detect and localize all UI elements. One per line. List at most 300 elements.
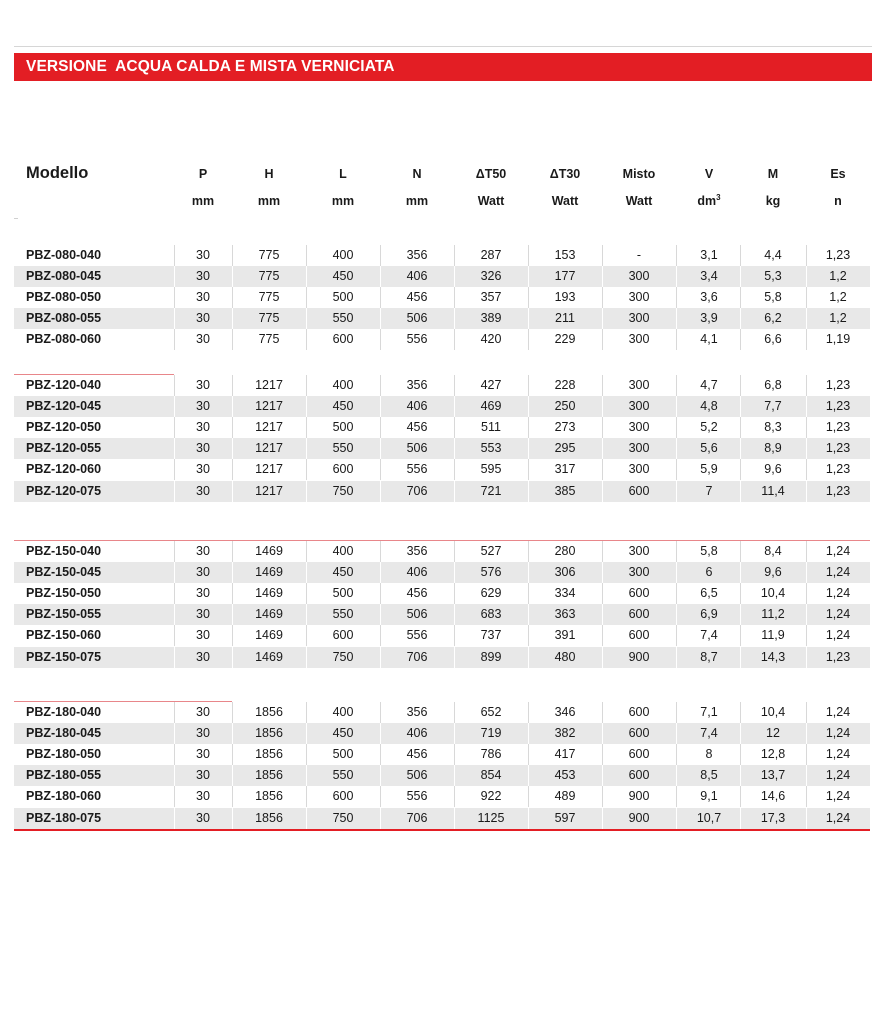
value-cell: 1469 <box>255 565 283 580</box>
column-separator <box>454 786 455 807</box>
value-cell: 356 <box>406 248 428 262</box>
value-cell: 1,2 <box>829 311 847 326</box>
header-model: Modello <box>26 164 89 182</box>
value-cell: 553 <box>480 441 502 456</box>
column-separator <box>380 647 381 668</box>
value-cell: 30 <box>196 607 210 622</box>
value-cell: 652 <box>480 705 502 719</box>
value-cell: 273 <box>554 420 576 435</box>
table-row <box>14 723 870 744</box>
value-cell: 469 <box>480 399 502 414</box>
value-cell: 228 <box>554 378 576 392</box>
value-cell: 1856 <box>255 789 283 804</box>
value-cell: 450 <box>332 269 354 284</box>
table-row <box>14 375 870 396</box>
value-cell: 1,24 <box>825 747 851 762</box>
column-separator <box>380 541 381 562</box>
value-cell: 556 <box>406 462 428 477</box>
column-separator <box>528 459 529 480</box>
value-cell: 600 <box>332 789 354 804</box>
value-cell: 550 <box>332 768 354 783</box>
value-cell: 721 <box>480 483 502 498</box>
value-cell: 4,8 <box>700 399 718 414</box>
column-separator <box>380 459 381 480</box>
value-cell: 30 <box>196 441 210 456</box>
value-cell: 556 <box>406 332 428 347</box>
column-separator <box>528 786 529 807</box>
value-cell: 1,23 <box>825 649 851 664</box>
value-cell: 300 <box>628 378 650 392</box>
column-separator <box>528 266 529 287</box>
value-cell: 300 <box>628 462 650 477</box>
value-cell: 450 <box>332 399 354 414</box>
header-unit-text: dm <box>697 194 717 208</box>
value-cell: 5,3 <box>764 269 782 284</box>
column-separator <box>306 625 307 646</box>
model-cell: PBZ-180-040 <box>26 705 102 719</box>
value-cell: 550 <box>332 311 354 326</box>
value-cell: 683 <box>480 607 502 622</box>
column-separator <box>380 287 381 308</box>
header-col-8-name: M <box>767 167 779 181</box>
value-cell: 1,24 <box>825 768 851 783</box>
value-cell: 280 <box>554 544 576 558</box>
column-separator <box>454 647 455 668</box>
value-cell: 1469 <box>255 544 283 558</box>
header-col-7-name: V <box>704 167 714 181</box>
value-cell: 389 <box>480 311 502 326</box>
column-separator <box>602 765 603 786</box>
model-cell: PBZ-120-045 <box>26 399 102 414</box>
value-cell: 7,1 <box>700 705 718 719</box>
value-cell: 317 <box>554 462 576 477</box>
value-cell: 30 <box>196 378 210 392</box>
value-cell: 775 <box>258 290 280 305</box>
header-col-7-unit <box>679 194 739 208</box>
value-cell: 300 <box>628 544 650 558</box>
value-cell: 1,24 <box>825 565 851 580</box>
header-col-2-unit <box>313 194 373 208</box>
column-separator <box>454 808 455 829</box>
value-cell: 406 <box>406 565 428 580</box>
value-cell: 500 <box>332 586 354 601</box>
value-cell: 1,2 <box>829 269 847 284</box>
value-cell: 326 <box>480 269 502 284</box>
value-cell: 1,23 <box>825 378 851 392</box>
column-separator <box>380 329 381 350</box>
column-separator <box>602 723 603 744</box>
value-cell: 8,9 <box>764 441 782 456</box>
table-row <box>14 744 870 765</box>
column-separator <box>454 396 455 417</box>
value-cell: 5,9 <box>700 462 718 477</box>
column-separator <box>528 417 529 438</box>
column-separator <box>380 308 381 329</box>
value-cell: 450 <box>332 565 354 580</box>
value-cell: 1,23 <box>825 248 851 262</box>
table-bottom-rule <box>14 829 870 831</box>
model-cell: PBZ-150-040 <box>26 544 102 558</box>
model-cell: PBZ-150-045 <box>26 565 102 580</box>
column-separator <box>454 604 455 625</box>
value-cell: 1,24 <box>825 810 851 825</box>
model-cell: PBZ-080-050 <box>26 290 102 305</box>
value-cell: 900 <box>628 789 650 804</box>
value-cell: 153 <box>554 248 576 262</box>
column-separator <box>528 375 529 396</box>
column-separator <box>306 266 307 287</box>
value-cell: 775 <box>258 248 280 262</box>
table-row <box>14 562 870 583</box>
header-col-5-name: ΔT30 <box>549 167 581 181</box>
value-cell: 211 <box>555 311 575 326</box>
value-cell: 1,23 <box>825 399 851 414</box>
column-separator <box>528 245 529 266</box>
header-unit-text: Watt <box>551 194 579 208</box>
value-cell: 737 <box>480 628 502 643</box>
value-cell: 900 <box>628 810 650 825</box>
value-cell: 600 <box>628 726 650 741</box>
column-separator <box>454 266 455 287</box>
value-cell: 250 <box>554 399 576 414</box>
column-separator <box>454 562 455 583</box>
value-cell: 500 <box>332 747 354 762</box>
value-cell: 8,3 <box>764 420 782 435</box>
header-unit-text: Watt <box>477 194 505 208</box>
column-separator <box>454 438 455 459</box>
model-cell: PBZ-120-055 <box>26 441 102 456</box>
header-divider-mark <box>14 218 18 219</box>
header-col-5-unit <box>535 194 595 208</box>
value-cell: 706 <box>406 483 428 498</box>
column-separator <box>528 765 529 786</box>
value-cell: 600 <box>332 332 354 347</box>
value-cell: 300 <box>628 332 650 347</box>
column-separator <box>602 562 603 583</box>
column-separator <box>528 287 529 308</box>
value-cell: 1,24 <box>825 586 851 601</box>
column-separator <box>602 744 603 765</box>
value-cell: 400 <box>332 705 354 719</box>
value-cell: 1,23 <box>825 420 851 435</box>
column-separator <box>306 808 307 829</box>
model-cell: PBZ-180-050 <box>26 747 102 762</box>
value-cell: 6 <box>705 565 713 580</box>
column-separator <box>380 375 381 396</box>
value-cell: 30 <box>196 483 210 498</box>
column-separator <box>380 744 381 765</box>
value-cell: 1,24 <box>825 544 851 558</box>
model-cell: PBZ-080-045 <box>26 269 102 284</box>
value-cell: 30 <box>196 332 210 347</box>
column-separator <box>602 287 603 308</box>
column-separator <box>380 417 381 438</box>
value-cell: 1217 <box>255 399 283 414</box>
column-separator <box>454 744 455 765</box>
value-cell: 11,2 <box>761 607 785 622</box>
value-cell: 417 <box>554 747 576 762</box>
value-cell: 1217 <box>255 483 283 498</box>
value-cell: 346 <box>554 705 576 719</box>
value-cell: - <box>636 248 642 262</box>
value-cell: 8,4 <box>764 544 782 558</box>
column-separator <box>380 625 381 646</box>
header-unit-text: mm <box>331 194 355 208</box>
column-separator <box>306 375 307 396</box>
table-row <box>14 702 870 723</box>
value-cell: 30 <box>196 399 210 414</box>
value-cell: 30 <box>196 628 210 643</box>
column-separator <box>306 562 307 583</box>
value-cell: 385 <box>554 483 576 498</box>
column-separator <box>380 604 381 625</box>
value-cell: 506 <box>406 768 428 783</box>
model-cell: PBZ-180-045 <box>26 726 102 741</box>
value-cell: 719 <box>480 726 502 741</box>
value-cell: 300 <box>628 311 650 326</box>
table-row <box>14 308 870 329</box>
table-row <box>14 583 870 604</box>
column-separator <box>454 625 455 646</box>
header-unit-text: Watt <box>625 194 653 208</box>
value-cell: 480 <box>554 649 576 664</box>
model-cell: PBZ-150-060 <box>26 628 102 643</box>
value-cell: 12 <box>766 726 780 741</box>
column-separator <box>306 481 307 502</box>
value-cell: 556 <box>406 789 428 804</box>
value-cell: 30 <box>196 768 210 783</box>
value-cell: 600 <box>332 462 354 477</box>
value-cell: 600 <box>628 747 650 762</box>
value-cell: 600 <box>332 628 354 643</box>
table-row <box>14 396 870 417</box>
value-cell: 7,4 <box>700 726 718 741</box>
value-cell: 427 <box>480 378 502 392</box>
value-cell: 420 <box>480 332 502 347</box>
header-col-1-name: H <box>264 167 274 181</box>
column-separator <box>306 245 307 266</box>
column-separator <box>454 723 455 744</box>
value-cell: 30 <box>196 311 210 326</box>
column-separator <box>454 481 455 502</box>
value-cell: 30 <box>196 269 210 284</box>
value-cell: 3,1 <box>700 248 718 262</box>
column-separator <box>306 308 307 329</box>
value-cell: 1856 <box>255 768 283 783</box>
value-cell: 11,4 <box>761 483 785 498</box>
column-separator <box>380 562 381 583</box>
value-cell: 12,8 <box>760 747 786 762</box>
table-row <box>14 541 870 562</box>
column-separator <box>380 808 381 829</box>
value-cell: 3,6 <box>700 290 718 305</box>
value-cell: 506 <box>406 311 428 326</box>
value-cell: 5,8 <box>700 544 718 558</box>
value-cell: 8,5 <box>700 768 718 783</box>
column-separator <box>528 541 529 562</box>
value-cell: 750 <box>332 810 354 825</box>
model-cell: PBZ-080-040 <box>26 248 102 262</box>
header-col-6-name: Misto <box>622 167 656 181</box>
model-cell: PBZ-150-075 <box>26 649 102 664</box>
column-separator <box>380 765 381 786</box>
value-cell: 750 <box>332 483 354 498</box>
value-cell: 456 <box>406 586 428 601</box>
column-separator <box>602 308 603 329</box>
value-cell: 30 <box>196 420 210 435</box>
table-row <box>14 647 870 668</box>
value-cell: 550 <box>332 607 354 622</box>
value-cell: 489 <box>554 789 576 804</box>
column-separator <box>380 266 381 287</box>
column-separator <box>454 375 455 396</box>
model-cell: PBZ-120-040 <box>26 378 102 392</box>
value-cell: 1469 <box>255 586 283 601</box>
column-separator <box>454 329 455 350</box>
column-separator <box>306 287 307 308</box>
column-separator <box>528 604 529 625</box>
value-cell: 899 <box>480 649 502 664</box>
value-cell: 8 <box>705 747 713 762</box>
value-cell: 14,6 <box>760 789 786 804</box>
column-separator <box>602 459 603 480</box>
value-cell: 391 <box>554 628 576 643</box>
header-col-9-name: Es <box>830 167 846 181</box>
column-separator <box>306 417 307 438</box>
value-cell: 8,7 <box>700 649 718 664</box>
value-cell: 511 <box>481 420 501 435</box>
value-cell: 456 <box>406 290 428 305</box>
value-cell: 306 <box>554 565 576 580</box>
value-cell: 30 <box>196 544 210 558</box>
value-cell: 600 <box>628 607 650 622</box>
value-cell: 30 <box>196 586 210 601</box>
value-cell: 786 <box>480 747 502 762</box>
value-cell: 229 <box>554 332 576 347</box>
value-cell: 6,6 <box>764 332 782 347</box>
header-unit-text: n <box>834 194 842 208</box>
value-cell: 500 <box>332 420 354 435</box>
value-cell: 1,19 <box>825 332 851 347</box>
header-col-1-unit <box>239 194 299 208</box>
header-col-8-unit <box>743 194 803 208</box>
value-cell: 900 <box>628 649 650 664</box>
value-cell: 177 <box>554 269 576 284</box>
column-separator <box>380 396 381 417</box>
value-cell: 1856 <box>255 705 283 719</box>
value-cell: 597 <box>554 810 576 825</box>
column-separator <box>602 625 603 646</box>
table-row <box>14 625 870 646</box>
value-cell: 14,3 <box>760 649 786 664</box>
column-separator <box>528 562 529 583</box>
column-separator <box>454 245 455 266</box>
value-cell: 600 <box>628 586 650 601</box>
value-cell: 1,23 <box>825 483 851 498</box>
value-cell: 750 <box>332 649 354 664</box>
value-cell: 7,4 <box>700 628 718 643</box>
column-separator <box>306 396 307 417</box>
model-cell: PBZ-120-060 <box>26 462 102 477</box>
value-cell: 30 <box>196 810 210 825</box>
value-cell: 6,2 <box>764 311 782 326</box>
value-cell: 4,7 <box>700 378 718 392</box>
value-cell: 10,7 <box>696 810 722 825</box>
model-cell: PBZ-080-060 <box>26 332 102 347</box>
column-separator <box>306 647 307 668</box>
value-cell: 193 <box>554 290 576 305</box>
value-cell: 1469 <box>255 649 283 664</box>
value-cell: 775 <box>258 332 280 347</box>
value-cell: 595 <box>480 462 502 477</box>
column-separator <box>306 723 307 744</box>
value-cell: 30 <box>196 290 210 305</box>
table-row <box>14 417 870 438</box>
value-cell: 382 <box>554 726 576 741</box>
value-cell: 30 <box>196 747 210 762</box>
value-cell: 1856 <box>255 810 283 825</box>
column-separator <box>380 481 381 502</box>
value-cell: 30 <box>196 789 210 804</box>
value-cell: 7 <box>705 483 713 498</box>
table-row <box>14 459 870 480</box>
value-cell: 5,2 <box>700 420 718 435</box>
value-cell: 6,9 <box>700 607 718 622</box>
value-cell: 356 <box>406 705 428 719</box>
column-separator <box>454 541 455 562</box>
value-cell: 450 <box>332 726 354 741</box>
header-unit-text: mm <box>257 194 281 208</box>
column-separator <box>602 245 603 266</box>
value-cell: 706 <box>406 810 428 825</box>
value-cell: 1469 <box>255 628 283 643</box>
column-separator <box>602 647 603 668</box>
header-unit-text: mm <box>405 194 429 208</box>
value-cell: 30 <box>196 726 210 741</box>
value-cell: 11,9 <box>761 628 785 643</box>
table-row <box>14 287 870 308</box>
value-cell: 1,23 <box>825 462 851 477</box>
value-cell: 600 <box>628 705 650 719</box>
table-row <box>14 808 870 829</box>
value-cell: 9,6 <box>764 565 782 580</box>
value-cell: 576 <box>480 565 502 580</box>
column-separator <box>528 723 529 744</box>
value-cell: 5,6 <box>700 441 718 456</box>
column-separator <box>380 245 381 266</box>
value-cell: 4,4 <box>764 248 782 262</box>
value-cell: 363 <box>554 607 576 622</box>
value-cell: 10,4 <box>760 586 786 601</box>
value-cell: 1856 <box>255 726 283 741</box>
value-cell: 30 <box>196 649 210 664</box>
column-separator <box>306 459 307 480</box>
value-cell: 300 <box>628 269 650 284</box>
value-cell: 629 <box>480 586 502 601</box>
value-cell: 300 <box>628 441 650 456</box>
column-separator <box>306 786 307 807</box>
value-cell: 300 <box>628 420 650 435</box>
value-cell: 300 <box>628 399 650 414</box>
value-cell: 506 <box>406 441 428 456</box>
model-cell: PBZ-180-060 <box>26 789 102 804</box>
header-unit-text: kg <box>765 194 781 208</box>
header-col-3-unit <box>387 194 447 208</box>
column-separator <box>602 583 603 604</box>
value-cell: 706 <box>406 649 428 664</box>
column-separator <box>380 702 381 723</box>
column-separator <box>602 702 603 723</box>
